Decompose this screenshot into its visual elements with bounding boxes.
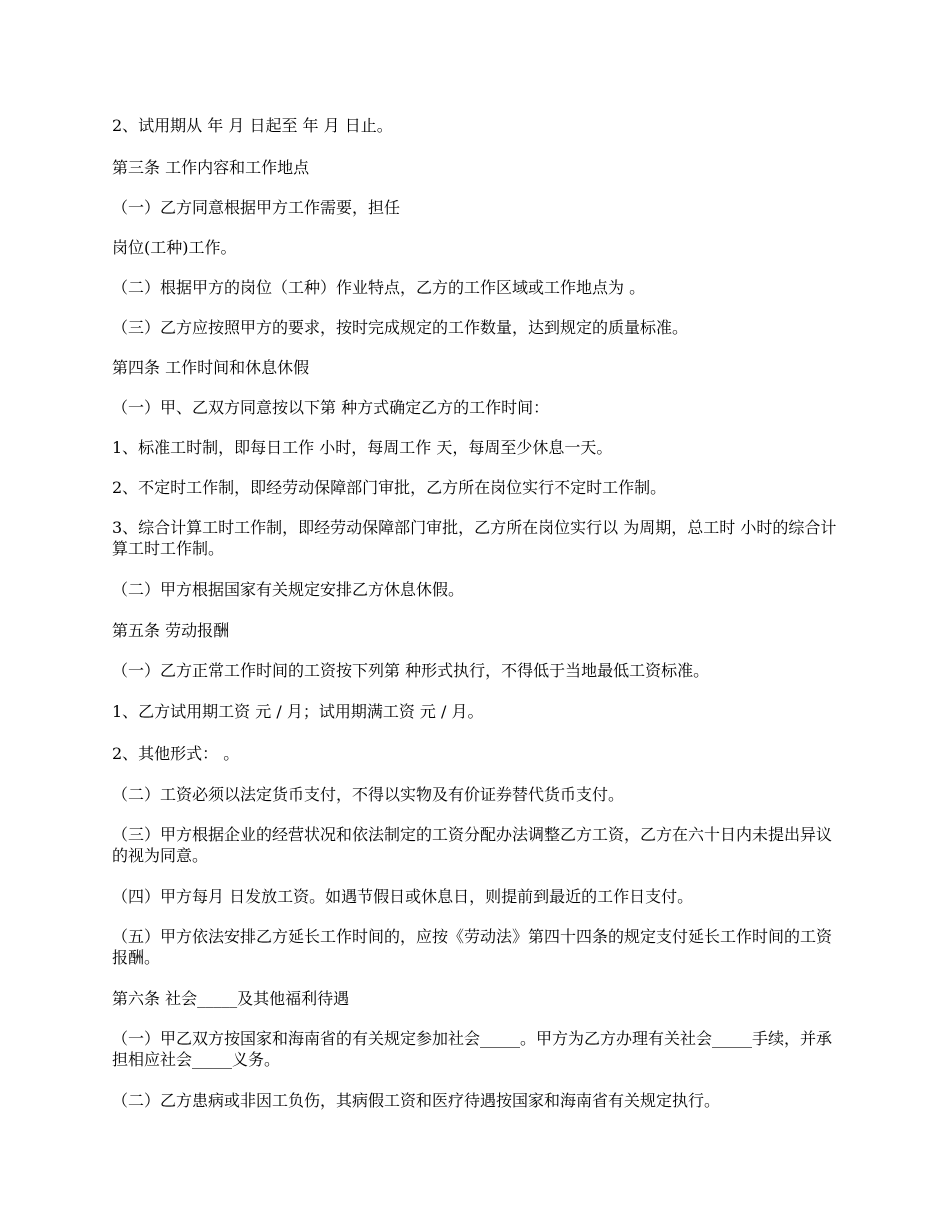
paragraph-3-2: （二）根据甲方的岗位（工种）作业特点，乙方的工作区域或工作地点为 。 <box>112 278 646 297</box>
paragraph-6-1: （一）甲乙双方按国家和海南省的有关规定参加社会_____。甲方为乙方办理有关社会_____手续，并承担相应社会_____义务。 <box>112 1029 833 1069</box>
heading-article-6: 第六条 社会_____及其他福利待遇 <box>112 989 350 1008</box>
paragraph-4-1-item-3: 3、综合计算工时工作制，即经劳动保障部门审批，乙方所在岗位实行以 为周期，总工时 小时的综合计算工时工作制。 <box>112 518 837 558</box>
paragraph-4-2: （二）甲方根据国家有关规定安排乙方休息休假。 <box>112 580 465 599</box>
heading-article-4: 第四条 工作时间和休息休假 <box>112 358 310 377</box>
paragraph-4-1: （一）甲、乙双方同意按以下第 种方式确定乙方的工作时间： <box>112 398 550 417</box>
paragraph-3-3: （三）乙方应按照甲方的要求，按时完成规定的工作数量，达到规定的质量标准。 <box>112 318 689 337</box>
paragraph-6-2: （二）乙方患病或非因工负伤，其病假工资和医疗待遇按国家和海南省有关规定执行。 <box>112 1091 721 1110</box>
paragraph-4-1-item-2: 2、不定时工作制，即经劳动保障部门审批，乙方所在岗位实行不定时工作制。 <box>112 478 667 497</box>
paragraph-4-1-item-1: 1、标准工时制，即每日工作 小时，每周工作 天，每周至少休息一天。 <box>112 438 613 457</box>
paragraph-5-1-item-2: 2、其他形式： 。 <box>112 744 240 763</box>
paragraph-3-1-cont: 岗位(工种)工作。 <box>112 238 237 257</box>
paragraph-3-1: （一）乙方同意根据甲方工作需要，担任 <box>112 198 401 217</box>
paragraph-5-5: （五）甲方依法安排乙方延长工作时间的，应按《劳动法》第四十四条的规定支付延长工作时间的工资报酬。 <box>112 927 833 967</box>
paragraph-5-1-item-1: 1、乙方试用期工资 元 / 月；试用期满工资 元 / 月。 <box>112 702 484 721</box>
paragraph-5-4: （四）甲方每月 日发放工资。如遇节假日或休息日，则提前到最近的工作日支付。 <box>112 887 694 906</box>
paragraph-5-1: （一）乙方正常工作时间的工资按下列第 种形式执行，不得低于当地最低工资标准。 <box>112 661 710 680</box>
heading-article-3: 第三条 工作内容和工作地点 <box>112 158 310 177</box>
paragraph-5-3: （三）甲方根据企业的经营状况和依法制定的工资分配办法调整乙方工资，乙方在六十日内未提出异议的视为同意。 <box>112 825 833 865</box>
paragraph-5-2: （二）工资必须以法定货币支付，不得以实物及有价证券替代货币支付。 <box>112 785 625 804</box>
paragraph-probation-period: 2、试用期从 年 月 日起至 年 月 日止。 <box>112 116 393 135</box>
heading-article-5: 第五条 劳动报酬 <box>112 621 230 640</box>
